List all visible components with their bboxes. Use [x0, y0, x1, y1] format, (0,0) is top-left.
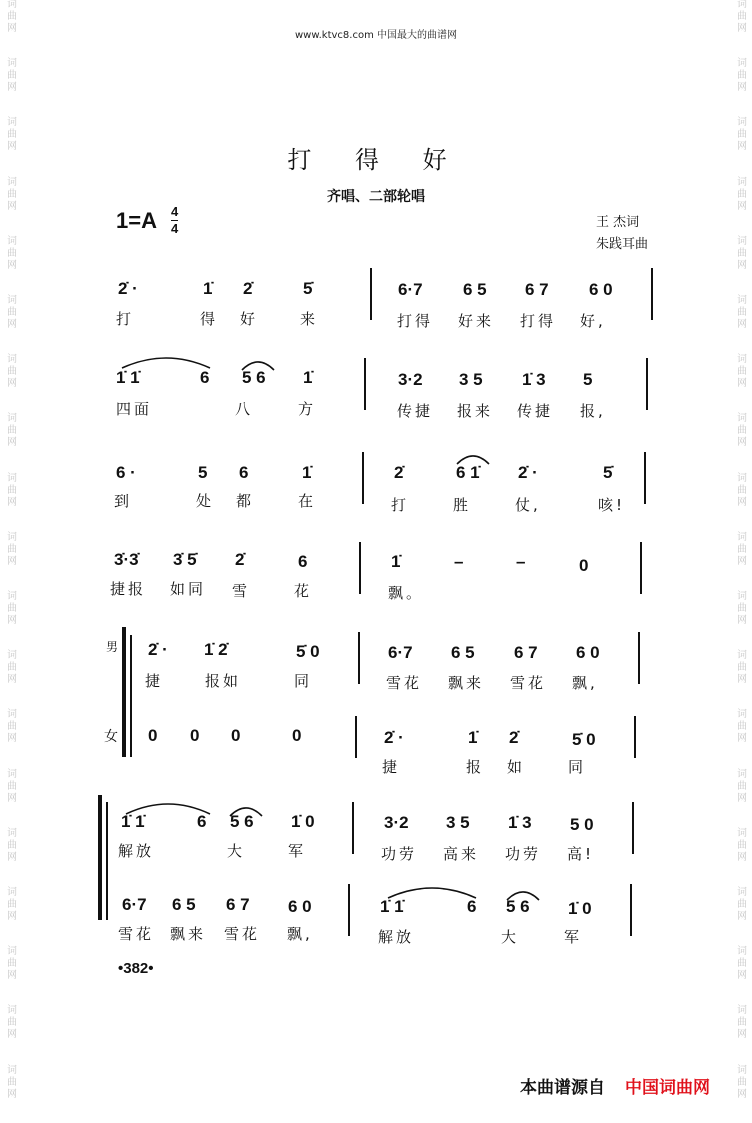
key-signature: 1=A — [116, 208, 157, 233]
watermark-char: 网 — [7, 200, 17, 212]
note-group: 6 0 — [589, 280, 613, 299]
note-group: 1̇ 3 — [508, 813, 532, 832]
note-group: 3 5 — [446, 813, 470, 832]
watermark-char: 曲 — [737, 129, 747, 141]
note-group: 2̇ — [509, 728, 519, 747]
watermark-char: 曲 — [7, 425, 17, 437]
note-group: 5̇ 0 — [296, 642, 320, 661]
watermark-char: 曲 — [737, 366, 747, 378]
watermark-char: 词 — [7, 1005, 17, 1017]
watermark-char: 词 — [7, 1064, 17, 1076]
lyric: 四面 — [116, 400, 153, 418]
note-group: 1̇ — [203, 279, 213, 298]
watermark-char: 词 — [7, 768, 17, 780]
system-brace — [98, 795, 102, 920]
watermark-char: 网 — [7, 437, 17, 449]
watermark-char: 曲 — [737, 11, 747, 22]
watermark-char: 词 — [737, 531, 747, 543]
lyric: 处 — [196, 492, 215, 510]
watermark-char: 网 — [7, 970, 17, 982]
watermark-char: 曲 — [7, 721, 17, 733]
watermark-char: 词 — [7, 354, 17, 366]
note-group: 2̇ · — [384, 728, 404, 747]
note-group: 1̇ 0 — [291, 812, 315, 831]
lyric: 雪花 — [118, 925, 155, 943]
watermark-char: 网 — [7, 555, 17, 567]
watermark-char: 曲 — [737, 70, 747, 82]
watermark-char: 曲 — [737, 484, 747, 496]
note-group: 3·2 — [398, 370, 423, 389]
lyric: 到 — [114, 492, 133, 510]
lyric: 军 — [564, 928, 583, 946]
lyric: 咳! — [598, 496, 626, 514]
note-group: 5 6 — [506, 897, 530, 916]
watermark-char: 词 — [7, 531, 17, 543]
lyric: 雪花 — [510, 674, 547, 692]
lyric: 报 — [466, 758, 485, 776]
note-group: 5̇ — [303, 279, 313, 298]
lyric: 传捷 — [397, 402, 434, 420]
watermark-char: 词 — [737, 887, 747, 899]
barline — [646, 358, 648, 410]
watermark-char: 网 — [7, 911, 17, 923]
lyric: 飘, — [287, 925, 313, 943]
watermark-char: 曲 — [7, 662, 17, 674]
note-group: 6 5 — [172, 895, 196, 914]
watermark-char: 网 — [737, 200, 747, 212]
watermark-char: 词 — [7, 413, 17, 425]
watermark-char: 网 — [7, 615, 17, 627]
lyric: 解放 — [118, 842, 155, 860]
note-group: 3̇·3̇ — [114, 550, 139, 569]
note-group: 6 1̇ — [456, 463, 480, 482]
song-subtitle: 齐唱、二部轮唱 — [327, 189, 425, 205]
lyric: 得 — [200, 310, 219, 328]
note-group: 5 6 — [242, 368, 266, 387]
watermark-char: 网 — [737, 792, 747, 804]
barline — [370, 268, 372, 320]
note-group: 2̇ · — [518, 463, 538, 482]
watermark-char: 网 — [737, 23, 747, 34]
watermark-char: 网 — [737, 1088, 747, 1100]
lyric: 雪 — [232, 582, 251, 600]
watermark-char: 网 — [7, 259, 17, 271]
note-group: 2̇ — [394, 463, 404, 482]
lyric: 八 — [235, 400, 254, 418]
watermark-char: 词 — [7, 650, 17, 662]
note-group: 0 — [148, 726, 158, 745]
note-group: 6 — [467, 897, 477, 916]
note-group: 5 — [583, 370, 593, 389]
watermark-char: 词 — [737, 117, 747, 129]
watermark-char: 曲 — [737, 721, 747, 733]
lyric: 胜 — [453, 496, 472, 514]
watermark-char: 词 — [7, 117, 17, 129]
time-signature-bottom: 4 — [171, 221, 179, 236]
lyric: 捷 — [145, 672, 164, 690]
lyric: 如 — [507, 758, 526, 776]
system-brace — [122, 627, 126, 757]
watermark-char: 曲 — [7, 543, 17, 555]
lyric: 高来 — [443, 845, 480, 863]
watermark-char: 曲 — [7, 188, 17, 200]
lyric: 捷 — [382, 758, 401, 776]
watermark-char: 网 — [737, 496, 747, 508]
watermark-char: 词 — [737, 709, 747, 721]
note-group: 1̇ 1̇ — [380, 897, 404, 916]
watermark-char: 词 — [7, 827, 17, 839]
watermark-char: 词 — [7, 946, 17, 958]
note-group: 6 5 — [463, 280, 487, 299]
watermark-char: 网 — [7, 82, 17, 94]
watermark-char: 网 — [737, 437, 747, 449]
watermark-char: 曲 — [737, 307, 747, 319]
system-brace-inner — [106, 802, 108, 920]
part-label-male: 男 — [106, 640, 119, 654]
watermark-char: 曲 — [7, 958, 17, 970]
note-group: 5 0 — [570, 815, 594, 834]
barline — [359, 542, 361, 594]
watermark-char: 曲 — [7, 11, 17, 22]
note-group: 6·7 — [122, 895, 147, 914]
watermark-char: 词 — [7, 591, 17, 603]
watermark-char: 词 — [7, 176, 17, 188]
note-group: 1̇ 3 — [522, 370, 546, 389]
watermark-char: 曲 — [737, 1076, 747, 1088]
note-group: 2̇ · — [148, 640, 168, 659]
watermark-char: 网 — [7, 1029, 17, 1041]
watermark-char: 曲 — [737, 899, 747, 911]
barline — [644, 452, 646, 504]
note-group: 0 — [292, 726, 302, 745]
watermark-char: 曲 — [7, 839, 17, 851]
page-number: •382• — [118, 960, 154, 977]
watermark-char: 曲 — [7, 247, 17, 259]
lyric: 大 — [227, 842, 246, 860]
watermark-char: 词 — [737, 650, 747, 662]
watermark-char: 网 — [7, 141, 17, 153]
watermark-char: 曲 — [737, 425, 747, 437]
note-group: 6 0 — [288, 897, 312, 916]
watermark-char: 词 — [737, 354, 747, 366]
watermark-char: 网 — [737, 259, 747, 271]
watermark-char: 网 — [7, 319, 17, 331]
song-title: 打 得 好 — [287, 146, 465, 174]
note-group: 2̇ — [235, 550, 245, 569]
watermark-char: 曲 — [7, 1076, 17, 1088]
note-group: 6 7 — [226, 895, 250, 914]
note-group: 1̇ 0 — [568, 899, 592, 918]
watermark-char: 词 — [737, 827, 747, 839]
note-group: 1̇ 2̇ — [204, 640, 228, 659]
note-group: 6 — [200, 368, 210, 387]
lyric: 好, — [580, 312, 606, 330]
lyric: 飘。 — [388, 584, 425, 602]
lyric: 打 — [116, 310, 135, 328]
lyric: 仗, — [515, 496, 541, 514]
watermark-char: 网 — [7, 733, 17, 745]
watermark-char: 词 — [737, 1005, 747, 1017]
system-brace-inner — [130, 635, 132, 757]
watermark-char: 曲 — [7, 366, 17, 378]
watermark-char: 词 — [737, 235, 747, 247]
watermark-char: 网 — [737, 82, 747, 94]
barline — [352, 802, 354, 854]
lyric: 捷报 — [110, 580, 147, 598]
note-group: 1̇ — [302, 463, 312, 482]
watermark-char: 曲 — [7, 307, 17, 319]
lyric: 飘来 — [170, 925, 207, 943]
watermark-char: 曲 — [7, 484, 17, 496]
note-group: 6 5 — [451, 643, 475, 662]
note-group: 3·2 — [384, 813, 409, 832]
watermark-char: 词 — [7, 295, 17, 307]
lyric: 好来 — [458, 312, 495, 330]
note-group: 0 — [231, 726, 241, 745]
barline — [632, 802, 634, 854]
watermark-char: 曲 — [7, 1017, 17, 1029]
watermark-char: 曲 — [737, 958, 747, 970]
note-group: 2̇ · — [118, 279, 138, 298]
watermark-char: 词 — [737, 472, 747, 484]
note-group: 1̇ 1̇ — [121, 812, 145, 831]
watermark-char: 曲 — [737, 188, 747, 200]
barline — [355, 716, 357, 758]
barline — [651, 268, 653, 320]
watermark-char: 曲 — [7, 899, 17, 911]
watermark-char: 词 — [7, 58, 17, 70]
note-group: – — [516, 552, 526, 571]
lyric: 功劳 — [381, 845, 418, 863]
barline — [640, 542, 642, 594]
lyric: 功劳 — [505, 845, 542, 863]
lyric: 同 — [294, 672, 313, 690]
lyric: 雪花 — [224, 925, 261, 943]
watermark-char: 词 — [737, 295, 747, 307]
note-group: 6·7 — [388, 643, 413, 662]
lyric: 打得 — [397, 312, 434, 330]
lyric: 飘, — [572, 674, 598, 692]
barline — [362, 452, 364, 504]
note-group: 5̇ — [603, 463, 613, 482]
note-group: 0 — [579, 556, 589, 575]
watermark-char: 曲 — [737, 1017, 747, 1029]
watermark-char: 词 — [7, 472, 17, 484]
watermark-char: 词 — [7, 887, 17, 899]
footer-brand-link[interactable]: 中国词曲网 — [625, 1078, 710, 1098]
watermark-char: 曲 — [737, 603, 747, 615]
lyric: 打得 — [520, 312, 557, 330]
watermark-char: 网 — [737, 911, 747, 923]
watermark-char: 网 — [737, 674, 747, 686]
barline — [638, 632, 640, 684]
site-header[interactable]: www.ktvc8.com 中国最大的曲谱网 — [294, 30, 457, 41]
watermark-char: 词 — [737, 176, 747, 188]
watermark-char: 曲 — [7, 70, 17, 82]
lyric: 传捷 — [517, 402, 554, 420]
watermark-char: 网 — [737, 378, 747, 390]
lyric: 雪花 — [386, 674, 423, 692]
note-group: 6 · — [116, 463, 136, 482]
lyric: 好 — [240, 310, 259, 328]
lyric: 方 — [298, 400, 317, 418]
barline — [358, 632, 360, 684]
watermark-char: 网 — [7, 496, 17, 508]
watermark-char: 网 — [7, 378, 17, 390]
lyric: 报, — [580, 402, 606, 420]
watermark-char: 曲 — [737, 780, 747, 792]
lyric: 军 — [288, 842, 307, 860]
watermark-char: 网 — [737, 319, 747, 331]
watermark-char: 词 — [7, 235, 17, 247]
credits — [596, 212, 648, 256]
note-group: 5 — [198, 463, 208, 482]
watermark-char: 曲 — [737, 662, 747, 674]
watermark-char: 网 — [737, 851, 747, 863]
watermark-char: 词 — [7, 0, 17, 10]
watermark-char: 网 — [7, 1088, 17, 1100]
watermark-char: 网 — [737, 615, 747, 627]
lyricist: 王 杰词 — [596, 215, 640, 230]
watermark-char: 网 — [737, 1029, 747, 1041]
lyric: 来 — [300, 310, 319, 328]
composer: 朱践耳曲 — [596, 237, 649, 252]
note-group: 6 7 — [514, 643, 538, 662]
note-group: 6 — [239, 463, 249, 482]
note-group: 5 6 — [230, 812, 254, 831]
note-group: 2̇ — [243, 279, 253, 298]
watermark-char: 网 — [737, 733, 747, 745]
lyric: 报来 — [457, 402, 494, 420]
watermark-char: 网 — [7, 23, 17, 34]
note-group: 6 0 — [576, 643, 600, 662]
watermark-char: 网 — [7, 851, 17, 863]
note-group: 6 — [197, 812, 207, 831]
note-group: 1̇ — [391, 552, 401, 571]
part-label-female: 女 — [104, 729, 118, 745]
watermark-char: 网 — [737, 970, 747, 982]
lyric: 同 — [568, 758, 587, 776]
note-group: 1̇ — [303, 368, 313, 387]
barline — [630, 884, 632, 936]
lyric: 花 — [294, 582, 313, 600]
footer-prefix: 本曲谱源自 — [520, 1078, 605, 1098]
watermark-char: 网 — [737, 555, 747, 567]
watermark-char: 曲 — [737, 839, 747, 851]
lyric: 大 — [501, 928, 520, 946]
watermark-char: 网 — [7, 792, 17, 804]
lyric: 都 — [236, 492, 255, 510]
barline — [348, 884, 350, 936]
note-group: 6 — [298, 552, 308, 571]
watermark-char: 曲 — [737, 543, 747, 555]
note-group: 0 — [190, 726, 200, 745]
note-group: 3 5 — [459, 370, 483, 389]
note-group: 3̇ 5̇ — [173, 550, 197, 569]
watermark-char: 词 — [737, 58, 747, 70]
watermark-char: 曲 — [737, 247, 747, 259]
note-group: 1̇ — [468, 728, 478, 747]
note-group: 1̇ 1̇ — [116, 368, 140, 387]
watermark-char: 词 — [7, 709, 17, 721]
watermark-char: 曲 — [7, 780, 17, 792]
time-signature-top: 4 — [171, 204, 179, 219]
lyric: 报如 — [205, 672, 242, 690]
note-group: 6 7 — [525, 280, 549, 299]
watermark-char: 曲 — [7, 129, 17, 141]
watermark-char: 词 — [737, 1064, 747, 1076]
watermark-char: 词 — [737, 768, 747, 780]
barline — [364, 358, 366, 410]
barline — [634, 716, 636, 758]
watermark-char: 词 — [737, 946, 747, 958]
watermark-char: 曲 — [7, 603, 17, 615]
note-group: 6·7 — [398, 280, 423, 299]
footer-source — [520, 1073, 710, 1098]
watermark-char: 网 — [7, 674, 17, 686]
lyric: 解放 — [378, 928, 415, 946]
lyric: 飘来 — [448, 674, 485, 692]
watermark-char: 网 — [737, 141, 747, 153]
note-group: 5̇ 0 — [572, 730, 596, 749]
time-signature — [171, 205, 178, 236]
watermark-char: 词 — [737, 413, 747, 425]
lyric: 在 — [298, 492, 317, 510]
lyric: 如同 — [170, 580, 207, 598]
watermark-char: 词 — [737, 591, 747, 603]
note-group: – — [454, 552, 464, 571]
lyric: 打 — [391, 496, 410, 514]
watermark-char: 词 — [737, 0, 747, 10]
lyric: 高! — [567, 845, 595, 863]
